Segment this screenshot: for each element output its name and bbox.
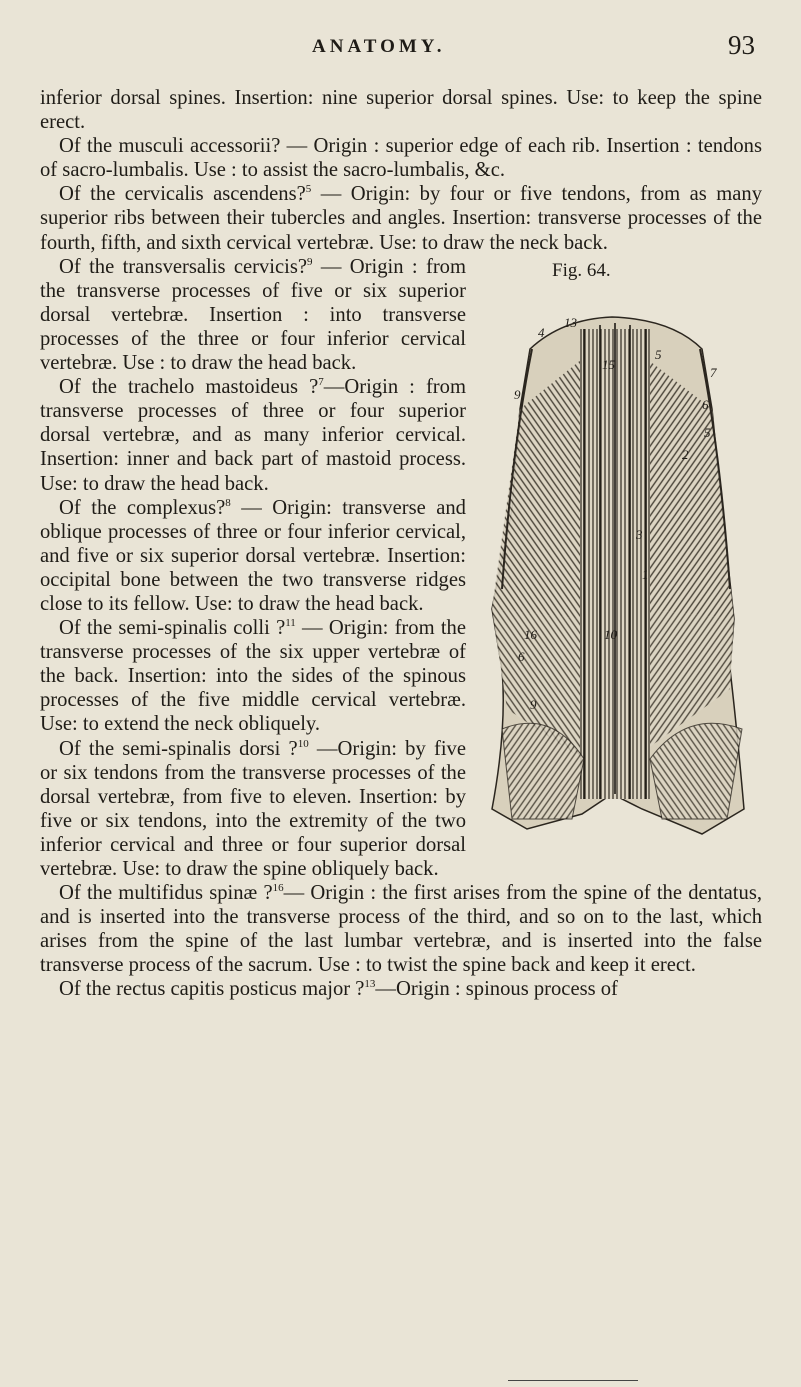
paragraph-text: Of the cervicalis ascendens? [59, 183, 306, 206]
footnote-ref: 5 [305, 183, 312, 196]
figure-label: 6 [702, 396, 709, 412]
paragraph [40, 977, 762, 1001]
figure-label: 9 [530, 696, 537, 712]
figure-label: 3 [636, 526, 643, 542]
footnote-ref: 10 [297, 737, 309, 750]
paragraph-text: —Origin : spinous process of [375, 978, 618, 1001]
paragraph-text: Of the rectus capitis posticus major ? [59, 978, 365, 1001]
figure-label: 6 [518, 648, 525, 664]
figure-label: 5 [655, 346, 662, 362]
footnote-ref: 11 [285, 617, 296, 630]
figure-label: 15 [602, 356, 615, 372]
footnote-ref: 13 [364, 978, 376, 991]
paragraph [40, 182, 762, 254]
figure-label: 1 [642, 566, 649, 582]
figure-label: 13 [564, 314, 577, 330]
figure-label: 4 [538, 324, 545, 340]
paragraph-text: — Origin: from the transverse processes of the six upper vertebræ of the back. Insertion: into the sides of the spinous processes of the five middle cervical vertebræ. Use: to extend the neck obliquely. [40, 617, 466, 736]
figure-label: 2 [682, 446, 689, 462]
paragraph-text: —Origin : from transverse processes of three or four superior dorsal vertebræ, and as many inferior cervical. Insertion: inner and back part of mastoid process. Use: to draw the head back. [40, 376, 466, 495]
paragraph-text: —Origin: by five or six tendons from the transverse processes of the dorsal vertebræ, from five to eleven. Insertion: by five or six tendons, into the extremity of the two inferior cervical and three or four superior dorsal vertebræ. Use: to draw the spine obliquely back. [40, 737, 466, 880]
figure-back-muscles [472, 259, 770, 843]
paragraph-text: Of the complexus? [59, 496, 226, 519]
footnote-ref: 7 [318, 376, 324, 389]
body-text [40, 86, 762, 1002]
paragraph-text: — Origin : the first arises from the spine of the dentatus, and is inserted into the transverse process of the third, and so on to the last, which arises from the spine of the last lumbar vertebræ, and is inserted into the false transverse process of the sacrum. Use : to twist the spine back and keep it erect. [40, 882, 762, 977]
figure-label: 7 [710, 364, 717, 380]
paragraph-text: — Origin: transverse and oblique processes of three or four inferior cervical, and five or six superior dorsal vertebræ. Insertion: occipital bone between the two transverse ridges close to its fellow. Use: to draw the head back. [40, 496, 466, 615]
paragraph-text: Of the semi-spinalis dorsi ? [59, 737, 298, 760]
paragraph-text: Of the transversalis cervicis? [59, 255, 308, 278]
bottom-rule [508, 1380, 638, 1381]
footnote-ref: 9 [307, 255, 313, 268]
figure-label: 9 [514, 386, 521, 402]
paragraph-text: Of the semi-spinalis colli ? [59, 617, 286, 640]
paragraph [40, 881, 762, 977]
figure-label: 5 [704, 424, 711, 440]
footnote-ref: 8 [225, 496, 231, 509]
paragraph-text: Of the multifidus spinæ ? [59, 882, 273, 905]
paragraph: inferior dorsal spines. Insertion: nine superior dorsal spines. Use: to keep the spine erect. [40, 87, 762, 134]
paragraph-text: — Origin: by four or five tendons, from as many superior ribs between their tubercles and angles. Insertion: transverse processes of the fourth, fifth, and sixth cervical vertebræ. Use: to draw the neck back. [40, 183, 762, 254]
running-head [0, 30, 801, 66]
paragraph: Of the musculi accessorii? — Origin : superior edge of each rib. Insertion : tendons of sacro-lumbalis. Use : to assist the sacro-lumbalis, &c. [40, 135, 762, 182]
paragraph-text: Of the trachelo mastoideus ? [59, 376, 319, 399]
page-number: 93 [728, 30, 755, 60]
running-title: ANATOMY. [312, 36, 446, 57]
figure-label: 16 [524, 626, 537, 642]
footnote-ref: 16 [272, 882, 284, 895]
paragraph-text: — Origin : from the transverse processes of five or six superior dorsal vertebræ. Insertion : into transverse processes of the three or four inferior cervical vertebræ. Use : to draw the head back. [40, 255, 466, 375]
figure-label: 10 [604, 626, 617, 642]
back-muscles-illustration [472, 289, 770, 839]
figure-caption: Fig. 64. [552, 259, 611, 281]
